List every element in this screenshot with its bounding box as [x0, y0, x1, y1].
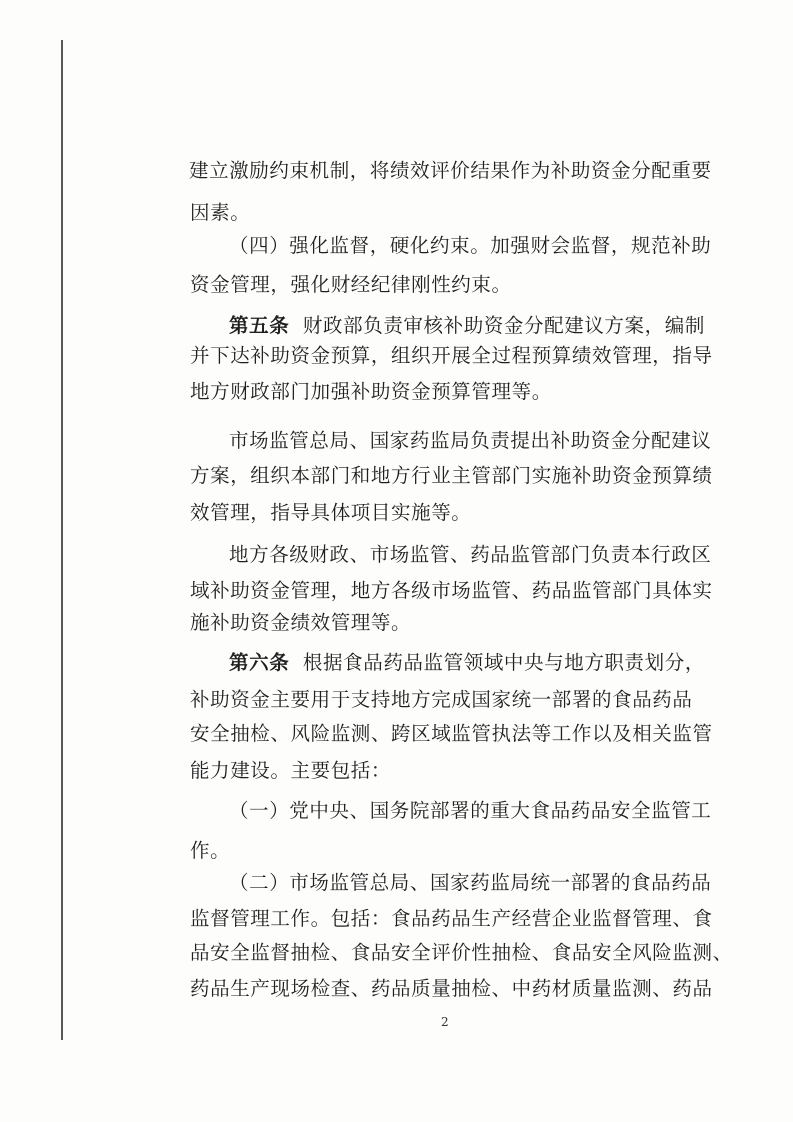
text-line: （二）市场监管总局、国家药监局统一部署的食品药品 [229, 871, 712, 894]
text-line: 市场监管总局、国家药监局负责提出补助资金分配建议 [229, 429, 712, 452]
text-line: 监督管理工作。包括：食品药品生产经营企业监督管理、食 [190, 907, 713, 930]
text-line: 补助资金主要用于支持地方完成国家统一部署的食品药品 [190, 688, 693, 711]
text-line: 能力建设。主要包括： [190, 759, 392, 782]
text-line: 施补助资金绩效管理等。 [190, 611, 412, 634]
text-line: 药品生产现场检查、药品质量抽检、中药材质量监测、药品 [190, 977, 713, 1000]
text-line: 地方各级财政、市场监管、药品监管部门负责本行政区 [229, 543, 712, 566]
text-line: 方案，组织本部门和地方行业主管部门实施补助资金预算绩 [190, 464, 713, 487]
text-line: 品安全监督抽检、食品安全评价性抽检、食品安全风险监测、 [190, 941, 733, 964]
text-line: 作。 [190, 839, 231, 862]
page-number: 2 [441, 1015, 449, 1029]
article-line: 第五条 财政部负责审核补助资金分配建议方案，编制 [229, 314, 705, 337]
text-line: 并下达补助资金预算，组织开展全过程预算绩效管理，指导 [190, 344, 713, 367]
text-line: （一）党中央、国务院部署的重大食品药品安全监管工 [229, 799, 712, 822]
text-line: 域补助资金管理，地方各级市场监管、药品监管部门具体实 [190, 579, 713, 602]
article-heading: 第六条 [229, 651, 290, 674]
text-line: （四）强化监督，硬化约束。加强财会监督，规范补助 [229, 234, 712, 257]
text-line: 地方财政部门加强补助资金预算管理等。 [190, 380, 552, 403]
text-line: 安全抽检、风险监测、跨区域监管执法等工作以及相关监管 [190, 722, 713, 745]
article-line: 第六条 根据食品药品监管领域中央与地方职责划分， [229, 651, 705, 674]
text-line: 资金管理，强化财经纪律刚性约束。 [190, 273, 512, 296]
binding-line [61, 40, 63, 1040]
text-line: 建立激励约束机制，将绩效评价结果作为补助资金分配重要 [189, 159, 712, 182]
article-heading: 第五条 [229, 314, 290, 337]
text-line: 效管理，指导具体项目实施等。 [190, 501, 472, 524]
text-line: 因素。 [190, 201, 251, 224]
